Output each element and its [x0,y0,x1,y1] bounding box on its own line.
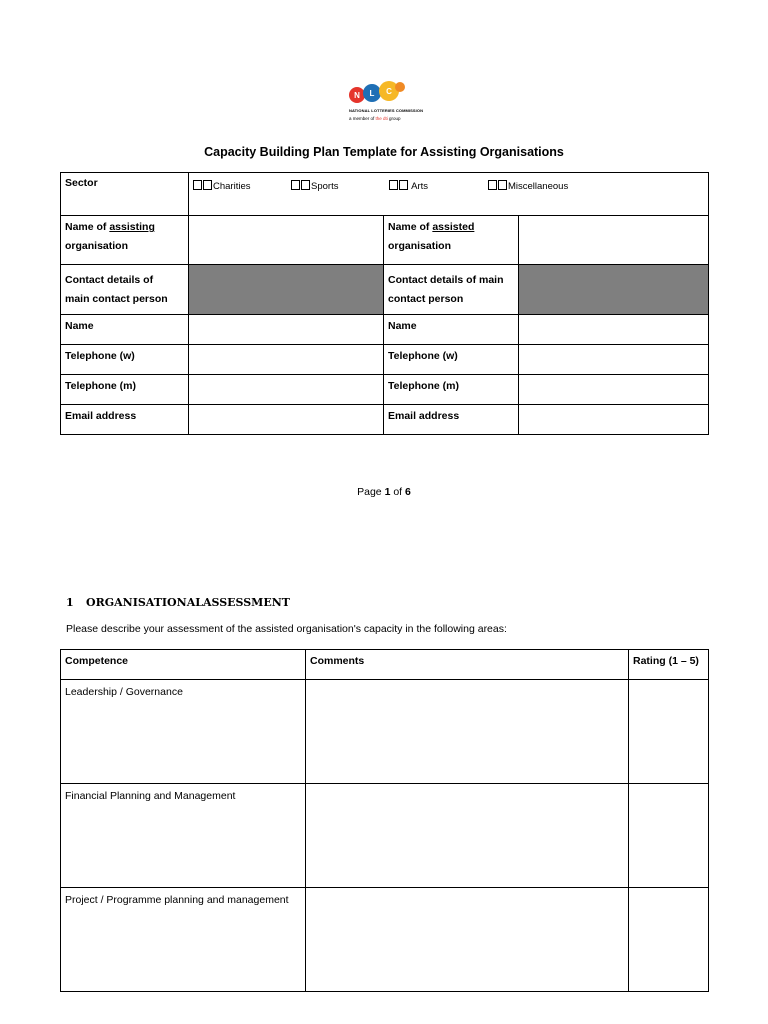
sector-label: Sector [65,177,98,189]
table-row [61,680,709,784]
competence-cell: Financial Planning and Management [61,784,306,888]
logo-letter-c: C [386,87,392,96]
shaded-cell-right [519,265,709,315]
contact-right-label-cell: Contact details of main contact person [384,265,519,315]
checkbox-icon[interactable] [291,180,300,190]
tel-w-label-right: Telephone (w) [384,345,519,375]
assisted-tel-m-input[interactable] [519,375,709,405]
sector-row [61,173,709,216]
competence-cell: Leadership / Governance [61,680,306,784]
comments-input[interactable] [306,888,629,992]
email-label-right: Email address [384,405,519,435]
sector-label-cell [61,173,189,216]
page-indicator: Page 1 of 6 [357,486,411,498]
shaded-cell-left [189,265,384,315]
comments-input[interactable] [306,784,629,888]
assisted-tel-w-input[interactable] [519,345,709,375]
rating-input[interactable] [629,888,709,992]
header-comments: Comments [306,650,629,680]
assisting-tel-w-input[interactable] [189,345,384,375]
checkbox-icon[interactable] [193,180,202,190]
assisting-contact-name-input[interactable] [189,315,384,345]
checkbox-icon[interactable] [389,180,398,190]
checkbox-icon[interactable] [399,180,408,190]
checkbox-icon[interactable] [203,180,212,190]
assisting-name-label-cell: Name of assisting organisation [61,216,189,265]
checkbox-icon[interactable] [301,180,310,190]
competence-cell: Project / Programme planning and management [61,888,306,992]
section-title: ORGANISATIONALASSESSMENT [86,596,290,609]
tel-m-label-left: Telephone (m) [61,375,189,405]
checkbox-icon[interactable] [488,180,497,190]
email-row [61,405,709,435]
table-row [61,784,709,888]
section-number: 1 [66,596,74,609]
assisting-email-input[interactable] [189,405,384,435]
sector-option-miscellaneous[interactable]: Miscellaneous [488,180,568,192]
assisted-email-input[interactable] [519,405,709,435]
name-label-left: Name [61,315,189,345]
assisting-tel-m-input[interactable] [189,375,384,405]
assisted-contact-name-input[interactable] [519,315,709,345]
sector-option-arts[interactable]: Arts [389,180,428,192]
assisted-name-input[interactable] [519,216,709,265]
assisting-name-input[interactable] [189,216,384,265]
header-rating: Rating (1 – 5) [629,650,709,680]
telephone-m-row [61,375,709,405]
comments-input[interactable] [306,680,629,784]
email-label-left: Email address [61,405,189,435]
assessment-header-row [61,650,709,680]
table-row [61,888,709,992]
name-label-right: Name [384,315,519,345]
document-title: Capacity Building Plan Template for Assisting Organisations [204,145,564,159]
logo-letter-l: L [369,89,375,98]
name-row [61,315,709,345]
tel-m-label-right: Telephone (m) [384,375,519,405]
contact-left-label-cell: Contact details of main contact person [61,265,189,315]
checkbox-icon[interactable] [498,180,507,190]
telephone-w-row [61,345,709,375]
logo-letter-n: N [354,91,360,100]
sector-option-charities[interactable]: Charities [193,180,251,192]
contact-details-row [61,265,709,315]
rating-input[interactable] [629,784,709,888]
organisation-name-row [61,216,709,265]
section-heading [66,596,290,609]
assessment-table [60,649,709,992]
tel-w-label-left: Telephone (w) [61,345,189,375]
sector-option-sports[interactable]: Sports [291,180,338,192]
logo-tagline: a member of the dti group [349,116,401,121]
logo-org-name: NATIONAL LOTTERIES COMMISSION [349,108,424,113]
assisted-name-label-cell: Name of assisted organisation [384,216,519,265]
sector-options-cell [189,173,709,216]
header-competence: Competence [61,650,306,680]
rating-input[interactable] [629,680,709,784]
section-intro: Please describe your assessment of the assisted organisation's capacity in the following areas: [66,623,507,635]
organisation-details-table [60,172,709,435]
